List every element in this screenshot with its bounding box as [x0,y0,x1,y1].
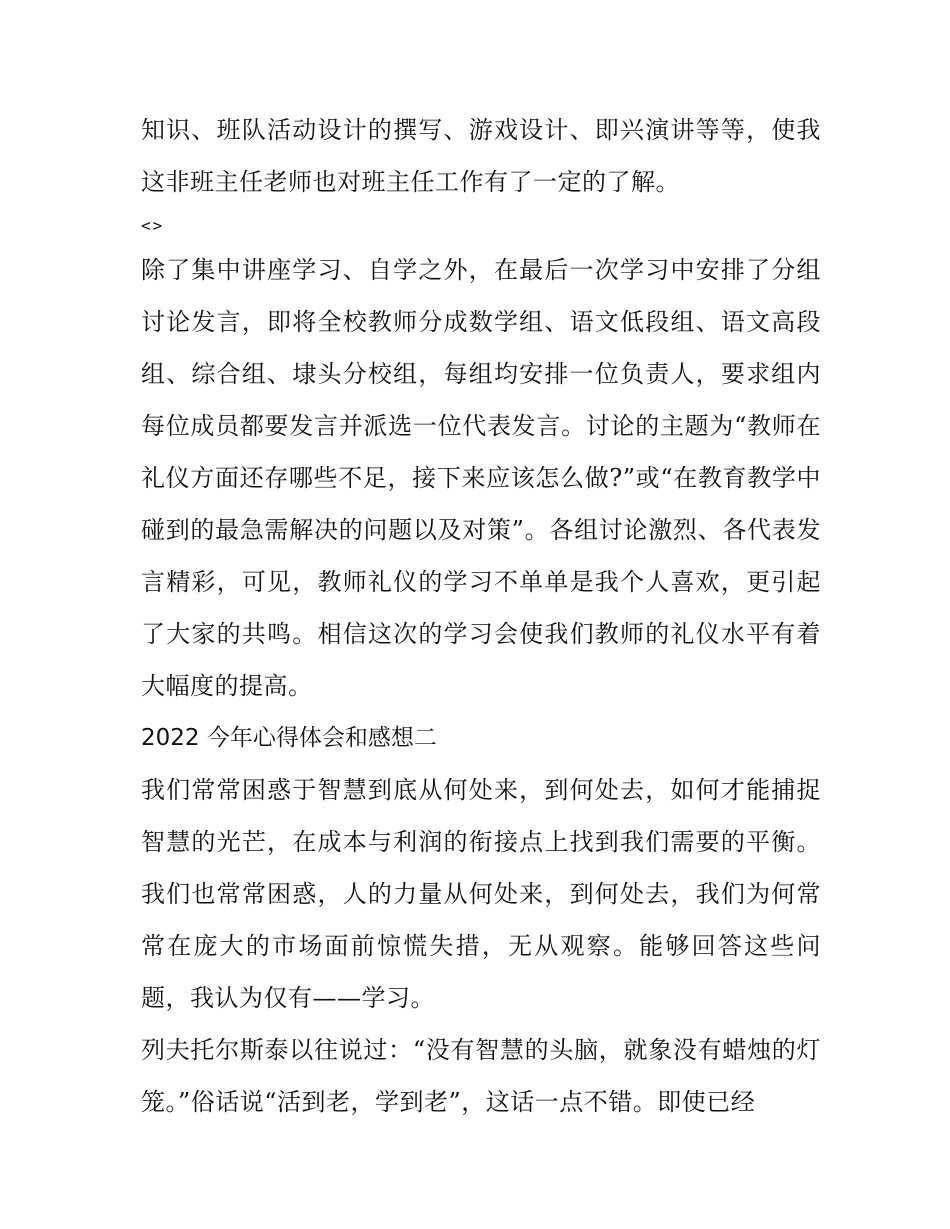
paragraph-1: 知识、班队活动设计的撰写、游戏设计、即兴演讲等等，使我这非班主任老师也对班主任工作有了一定的了解。 [141,116,821,196]
document-body [141,104,821,1128]
section-marker: <> [141,216,165,235]
paragraph-4: 列夫托尔斯泰以往说过：“没有智慧的头脑，就象没有蜡烛的灯笼。”俗话说“活到老，学到老”，这话一点不错。即使已经 [141,1036,821,1116]
paragraph-2: 除了集中讲座学习、自学之外，在最后一次学习中安排了分组讨论发言，即将全校教师分成数学组、语文低段组、语文高段组、综合组、埭头分校组，每组均安排一位负责人，要求组内每位成员都要发言并派选一位代表发言。讨论的主题为“教师在礼仪方面还存哪些不足，接下来应该怎么做?”或“在教育教学中碰到的最急需解决的问题以及对策”。各组讨论激烈、各代表发言精彩，可见，教师礼仪的学习不单单是我个人喜欢，更引起了大家的共鸣。相信这次的学习会使我们教师的礼仪水平有着大幅度的提高。 [141,256,821,700]
paragraph-3: 我们常常困惑于智慧到底从何处来，到何处去，如何才能捕捉智慧的光芒，在成本与利润的衔接点上找到我们需要的平衡。我们也常常困惑，人的力量从何处来，到何处去，我们为何常常在庞大的市场面前惊慌失措，无从观察。能够回答这些问题，我认为仅有——学习。 [141,776,821,1012]
section-heading: 2022 今年心得体会和感想二 [141,725,437,751]
